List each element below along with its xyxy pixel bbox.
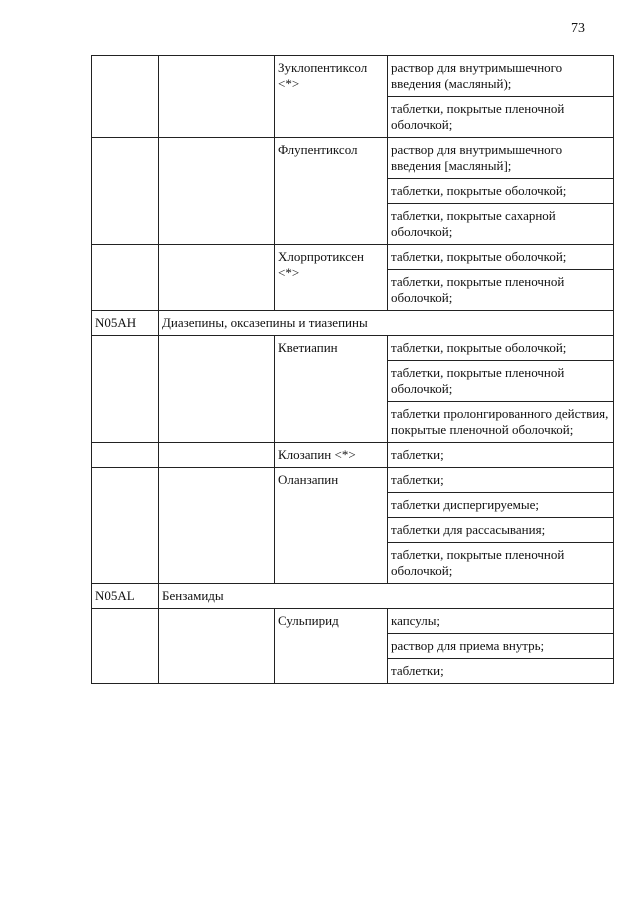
dosage-form: таблетки, покрытые пленочной оболочкой;	[388, 270, 614, 311]
group-cell-empty	[159, 609, 275, 684]
dosage-form: таблетки, покрытые оболочкой;	[388, 245, 614, 270]
atc-code-cell-empty	[92, 56, 159, 138]
form-row	[92, 609, 614, 634]
atc-code-cell-empty	[92, 138, 159, 245]
atc-code-cell-empty	[92, 443, 159, 468]
dosage-form: таблетки для рассасывания;	[388, 518, 614, 543]
drug-name: Кветиапин	[275, 336, 388, 443]
form-row	[92, 468, 614, 493]
drug-name: Хлорпротиксен <*>	[275, 245, 388, 311]
dosage-form: таблетки, покрытые пленочной оболочкой;	[388, 361, 614, 402]
dosage-form: раствор для внутримышечного введения (масляный);	[388, 56, 614, 97]
group-cell-empty	[159, 468, 275, 584]
dosage-form: таблетки, покрытые пленочной оболочкой;	[388, 97, 614, 138]
drug-name: Флупентиксол	[275, 138, 388, 245]
dosage-form: таблетки, покрытые сахарной оболочкой;	[388, 204, 614, 245]
dosage-form: таблетки;	[388, 443, 614, 468]
dosage-form: раствор для приема внутрь;	[388, 634, 614, 659]
dosage-form: таблетки;	[388, 468, 614, 493]
group-cell-empty	[159, 56, 275, 138]
form-row	[92, 443, 614, 468]
dosage-form: таблетки, покрытые пленочной оболочкой;	[388, 543, 614, 584]
dosage-form: раствор для внутримышечного введения [масляный];	[388, 138, 614, 179]
group-title: Бензамиды	[159, 584, 614, 609]
dosage-form: таблетки;	[388, 659, 614, 684]
atc-code-cell-empty	[92, 245, 159, 311]
group-title: Диазепины, оксазепины и тиазепины	[159, 311, 614, 336]
form-row	[92, 138, 614, 179]
dosage-form: таблетки, покрытые оболочкой;	[388, 179, 614, 204]
form-row	[92, 56, 614, 97]
form-row	[92, 336, 614, 361]
drug-name: Зуклопентиксол <*>	[275, 56, 388, 138]
dosage-form: таблетки, покрытые оболочкой;	[388, 336, 614, 361]
atc-code: N05AH	[92, 311, 159, 336]
group-cell-empty	[159, 138, 275, 245]
atc-code-cell-empty	[92, 468, 159, 584]
page-number: 73	[571, 21, 585, 36]
dosage-form: капсулы;	[388, 609, 614, 634]
group-row	[92, 311, 614, 336]
atc-code-cell-empty	[92, 609, 159, 684]
form-row	[92, 245, 614, 270]
dosage-form: таблетки пролонгированного действия, покрытые пленочной оболочкой;	[388, 402, 614, 443]
atc-code-cell-empty	[92, 336, 159, 443]
group-cell-empty	[159, 245, 275, 311]
drug-name: Сульпирид	[275, 609, 388, 684]
group-cell-empty	[159, 443, 275, 468]
medication-table	[91, 55, 614, 684]
drug-name: Клозапин <*>	[275, 443, 388, 468]
dosage-form: таблетки диспергируемые;	[388, 493, 614, 518]
group-cell-empty	[159, 336, 275, 443]
group-row	[92, 584, 614, 609]
drug-name: Оланзапин	[275, 468, 388, 584]
atc-code: N05AL	[92, 584, 159, 609]
